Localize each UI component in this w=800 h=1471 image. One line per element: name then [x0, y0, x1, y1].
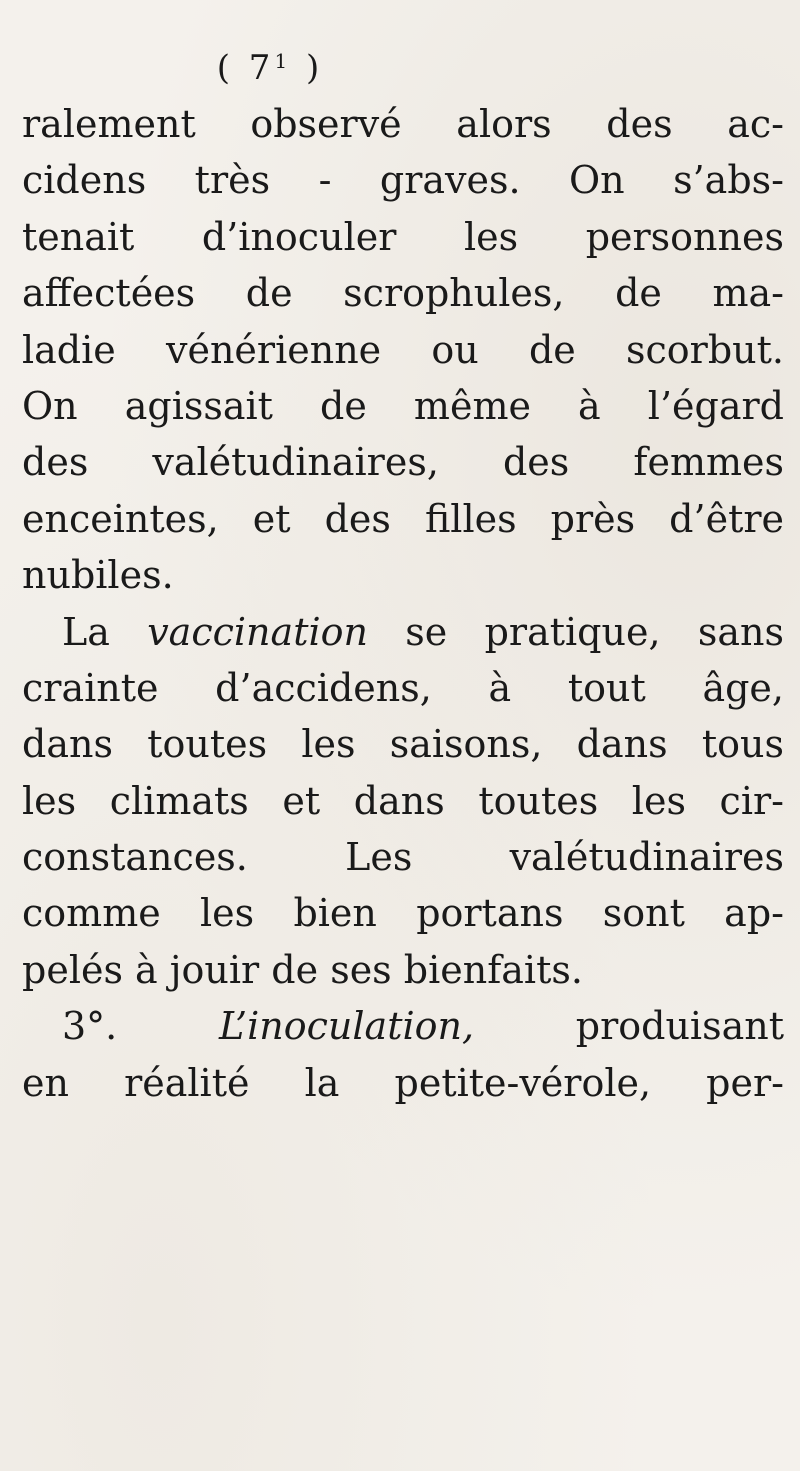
text-segment: La	[62, 609, 148, 654]
body-text	[22, 96, 784, 1111]
text-line: des valétudinaires, des femmes	[22, 440, 784, 485]
text-line: tenait d’inoculer les personnes	[22, 214, 784, 259]
text-line: les climats et dans toutes les cir-	[22, 778, 784, 823]
text-line: pelés à jouir de ses bienfaits.	[22, 947, 583, 992]
text-line-vaccination	[22, 604, 784, 660]
text-line: affectées de scrophules, de ma-	[22, 271, 784, 316]
text-line: ralement observé alors des ac-	[22, 102, 784, 146]
text-line: crainte d’accidens, à tout âge,	[22, 665, 784, 710]
text-line-inoculation	[22, 998, 784, 1054]
italic-term-inoculation: L’inoculation,	[218, 1004, 475, 1049]
text-segment: produisant	[474, 1004, 784, 1049]
text-segment: 3°.	[62, 1004, 219, 1049]
page-number	[0, 48, 540, 88]
text-segment: se pratique, sans	[367, 609, 784, 654]
page-number-superscript: 1	[274, 49, 292, 73]
text-line: cidens très - graves. On s’abs-	[22, 158, 784, 203]
text-line: On agissait de même à l’égard	[22, 383, 784, 428]
text-line: nubiles.	[22, 553, 174, 598]
text-line: constances. Les valétudinaires	[22, 835, 784, 880]
page-number-close: )	[291, 48, 324, 88]
italic-term-vaccination: vaccination	[147, 609, 368, 654]
text-line: dans toutes les saisons, dans tous	[22, 722, 784, 767]
text-line: en réalité la petite-vérole, per-	[22, 1060, 784, 1105]
text-line: comme les bien portans sont ap-	[22, 891, 784, 936]
page-number-main: ( 7	[216, 48, 275, 88]
text-line: ladie vénérienne ou de scorbut.	[22, 327, 784, 372]
text-line: enceintes, et des filles près d’être	[22, 496, 784, 541]
